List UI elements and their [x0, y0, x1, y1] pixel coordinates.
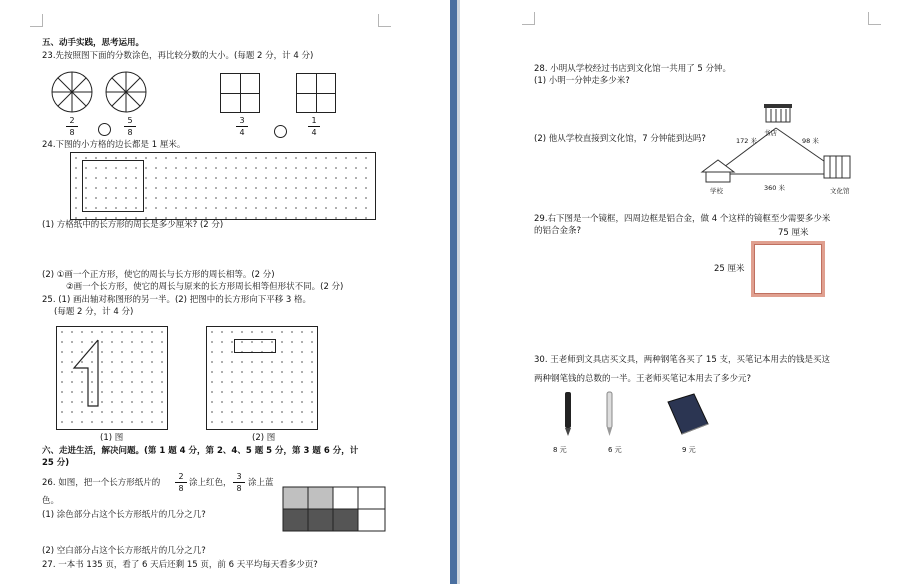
frame-height-label: 25 厘米	[714, 264, 745, 274]
price-silver-pen: 6 元	[608, 446, 622, 454]
left-page	[0, 0, 450, 584]
crop-mark	[868, 12, 881, 25]
question-26-1: (1) 涂色部分占这个长方形纸片的几分之几?	[42, 510, 206, 520]
question-30: 30. 王老师到文具店买文具，两种钢笔各买了 15 支，买笔记本用去的钱是买这	[534, 355, 830, 365]
fraction-2-8-red: 2 8	[175, 472, 187, 493]
question-27: 27. 一本书 135 页，看了 6 天后还剩 15 页，前 6 天平均每天看多少页?	[42, 560, 318, 570]
section-6-heading-cont: 25 分)	[42, 458, 70, 468]
question-29: 29.右下图是一个镜框，四周边框是铝合金，做 4 个这样的镜框至少需要多少米	[534, 214, 831, 224]
bookstore-building-icon	[764, 104, 792, 122]
question-24-2b: ②画一个长方形，使它的周长与原来的长方形周长相等但形状不同。(2 分)	[66, 282, 344, 292]
black-pen-icon	[565, 392, 571, 436]
question-25-score: (每题 2 分，计 4 分)	[54, 307, 134, 317]
symmetry-half	[56, 326, 168, 430]
crop-mark	[522, 12, 535, 25]
figure-1-caption: (1) 图	[100, 433, 124, 443]
square-quarters-2	[296, 73, 336, 113]
stationery-items	[560, 390, 710, 440]
question-30-cont: 两种钢笔钱的总数的一半。王老师买笔记本用去了多少元?	[534, 374, 752, 384]
distance-360: 360 米	[764, 184, 785, 192]
price-black-pen: 8 元	[553, 446, 567, 454]
distance-172: 172 米	[736, 137, 757, 145]
fraction-3-4: 3 4	[236, 116, 248, 137]
question-28-2: (2) 他从学校直接到文化馆，7 分钟能到达吗?	[534, 134, 706, 144]
map-bookstore-label: 书店	[764, 129, 777, 137]
paper-strip	[282, 486, 386, 532]
fraction-5-8: 5 8	[124, 116, 136, 137]
square-quarters-1	[220, 73, 260, 113]
question-26-cont: 色。	[42, 496, 60, 506]
crop-mark	[30, 14, 43, 27]
section-6-heading: 六、走进生活，解决问题。(第 1 题 4 分，第 2、4、5 题 5 分，第 3 题 6 分，计	[42, 446, 359, 456]
question-26-2: (2) 空白部分占这个长方形纸片的几分之几?	[42, 546, 206, 556]
silver-pen-icon	[607, 392, 612, 436]
question-28-1: (1) 小明一分钟走多少米?	[534, 76, 630, 86]
map-school-label: 学校	[710, 187, 723, 195]
frame-width-label: 75 厘米	[778, 228, 809, 238]
compare-circle[interactable]	[274, 125, 287, 138]
question-29-cont: 的铝合金条?	[534, 226, 582, 236]
fraction-1-4: 1 4	[308, 116, 320, 137]
crop-mark	[378, 14, 391, 27]
notebook-icon	[668, 394, 708, 434]
grid-rectangle	[82, 160, 144, 212]
question-28: 28. 小明从学校经过书店到文化馆一共用了 5 分钟。	[534, 64, 732, 74]
question-26: 26. 如图，把一个长方形纸片的	[42, 478, 161, 488]
question-23: 23.先按照图下面的分数涂色，再比较分数的大小。(每题 2 分，计 4 分)	[42, 51, 314, 61]
translate-rectangle	[234, 339, 276, 353]
question-25: 25. (1) 画出轴对称图形的另一半。(2) 把图中的长方形向下平移 3 格。	[42, 295, 312, 305]
fraction-circles	[50, 70, 150, 114]
compare-circle[interactable]	[98, 123, 111, 136]
question-24: 24.下图的小方格的边长都是 1 厘米。	[42, 140, 186, 150]
question-24-1: (1) 方格纸中的长方形的周长是多少厘米? (2 分)	[42, 220, 224, 230]
mirror-frame	[751, 241, 825, 297]
fraction-2-8: 2 8	[66, 116, 78, 137]
map-culture-label: 文化馆	[830, 187, 850, 195]
right-page	[460, 0, 909, 584]
figure-2-caption: (2) 图	[252, 433, 276, 443]
question-24-2a: (2) ①画一个正方形，使它的周长与长方形的周长相等。(2 分)	[42, 270, 275, 280]
section-5-heading: 五、动手实践，思考运用。	[42, 38, 145, 48]
price-notebook: 9 元	[682, 446, 696, 454]
question-26-end: 涂上蓝	[248, 478, 274, 488]
distance-98: 98 米	[802, 137, 819, 145]
fraction-3-8-blue: 3 8	[233, 472, 245, 493]
culture-hall-icon	[824, 156, 850, 178]
question-26-mid: 涂上红色，	[189, 478, 232, 488]
